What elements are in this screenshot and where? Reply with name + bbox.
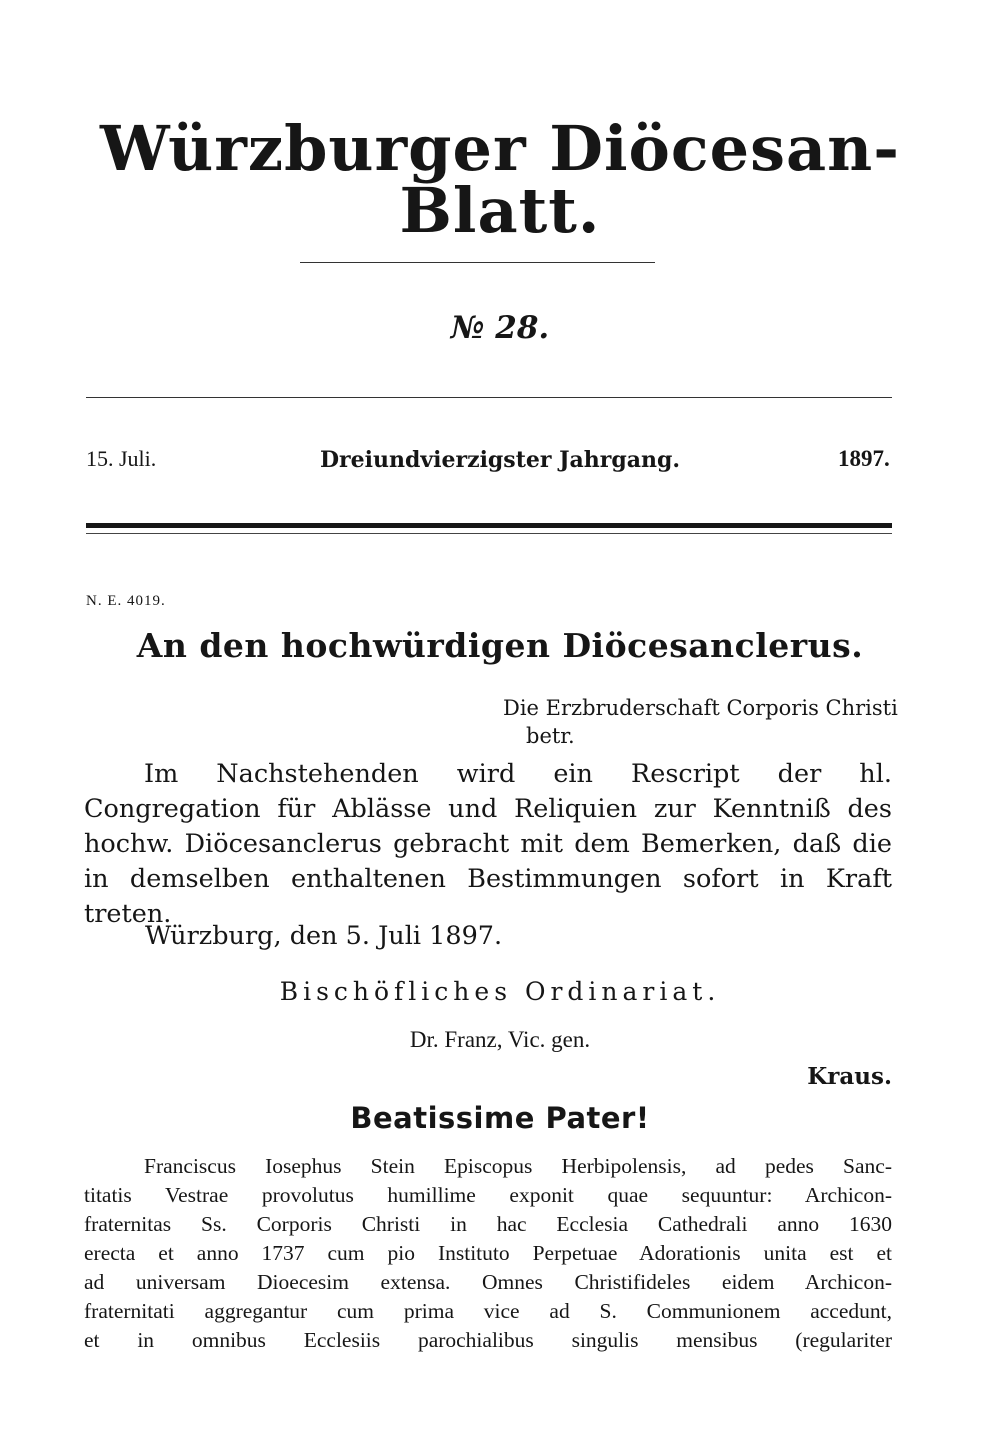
dateline-top-rule xyxy=(86,397,892,398)
petition-line: fraternitas Ss. Corporis Christi in hac Ecclesia Cathedrali anno 1630 xyxy=(84,1212,892,1236)
petition-line: ad universam Dioecesim extensa. Omnes Christifideles eidem Archicon- xyxy=(84,1270,892,1294)
notice-heading: An den hochwürdigen Diöcesanclerus. xyxy=(136,626,864,665)
subject-line xyxy=(503,694,898,750)
dateline-bottom-rule-thick xyxy=(86,523,892,528)
issue-year: 1897. xyxy=(838,446,890,471)
masthead-title: Würzburger Diöcesan-Blatt. xyxy=(100,112,900,247)
subject-line-1: Die Erzbruderschaft Corporis Christi xyxy=(503,696,898,720)
petition-body xyxy=(84,1152,892,1355)
petition-line: titatis Vestrae provolutus humillime exponit quae sequuntur: Archicon- xyxy=(84,1183,892,1207)
place-date: Würzburg, den 5. Juli 1897. xyxy=(145,921,503,951)
petition-line: et in omnibus Ecclesiis parochialibus singulis mensibus (regulariter xyxy=(84,1328,892,1352)
masthead-rule xyxy=(300,262,655,263)
issue-number: № 28. xyxy=(450,310,550,346)
subject-line-2: betr. xyxy=(526,724,575,748)
issuing-office: Bischöfliches Ordinariat. xyxy=(279,977,721,1006)
petition-title: Beatissime Pater! xyxy=(350,1101,650,1135)
intro-text: Im Nachstehenden wird ein Rescript der hl. Congregation für Ablässe und Reliquien zur Kenntniß des hochw. Diöcesanclerus gebracht mit dem Bemerken, daß die in demselben enthaltenen Bestimmungen sofort in Kraft treten. xyxy=(84,759,892,929)
issue-date: 15. Juli. xyxy=(86,446,157,471)
intro-paragraph xyxy=(84,757,892,932)
vicar-general-signature: Dr. Franz, Vic. gen. xyxy=(409,1027,591,1052)
secretary-signature: Kraus. xyxy=(807,1063,892,1090)
volume-label: Dreiundvierzigster Jahrgang. xyxy=(319,447,681,473)
petition-line: Franciscus Iosephus Stein Episcopus Herbipolensis, ad pedes Sanc- xyxy=(144,1154,892,1178)
petition-line: fraternitati aggregantur cum prima vice ad S. Communionem accedunt, xyxy=(84,1299,892,1323)
dateline-bottom-rule-thin xyxy=(86,533,892,534)
reference-number: N. E. 4019. xyxy=(86,593,166,609)
petition-line: erecta et anno 1737 cum pio Instituto Perpetuae Adorationis unita est et xyxy=(84,1241,892,1265)
